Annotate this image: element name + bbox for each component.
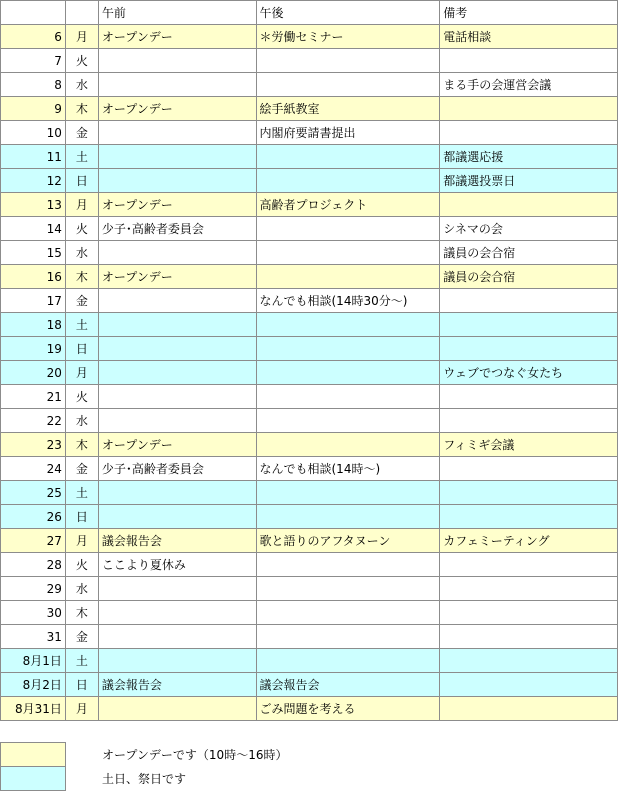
pm-cell[interactable] — [256, 217, 440, 241]
date-cell[interactable]: 13 — [1, 193, 66, 217]
dow-cell[interactable]: 土 — [65, 649, 98, 673]
header-dow[interactable] — [65, 1, 98, 25]
dow-cell[interactable]: 火 — [65, 49, 98, 73]
pm-cell[interactable] — [256, 169, 440, 193]
am-cell[interactable]: 少子･高齢者委員会 — [98, 217, 256, 241]
dow-cell[interactable]: 土 — [65, 313, 98, 337]
table-row — [1, 289, 618, 313]
table-row — [1, 25, 618, 49]
note-cell[interactable] — [440, 97, 618, 121]
dow-cell[interactable]: 月 — [65, 529, 98, 553]
am-cell[interactable]: 議会報告会 — [98, 529, 256, 553]
dow-cell[interactable]: 金 — [65, 457, 98, 481]
note-cell[interactable]: ウェブでつなぐ女たち — [440, 361, 618, 385]
note-cell[interactable] — [440, 121, 618, 145]
date-cell[interactable]: 22 — [1, 409, 66, 433]
dow-cell[interactable]: 金 — [65, 289, 98, 313]
note-cell[interactable] — [440, 673, 618, 697]
date-cell[interactable]: 21 — [1, 385, 66, 409]
note-cell[interactable] — [440, 313, 618, 337]
table-row — [1, 193, 618, 217]
am-cell[interactable]: オープンデー — [98, 25, 256, 49]
pm-cell[interactable] — [256, 601, 440, 625]
header-pm[interactable]: 午後 — [256, 1, 440, 25]
legend-row-holiday — [1, 767, 366, 791]
note-cell[interactable] — [440, 601, 618, 625]
am-cell[interactable] — [98, 121, 256, 145]
note-cell[interactable]: 議員の会合宿 — [440, 265, 618, 289]
am-cell[interactable] — [98, 145, 256, 169]
pm-cell[interactable] — [256, 625, 440, 649]
pm-cell[interactable] — [256, 145, 440, 169]
table-row — [1, 385, 618, 409]
table-row — [1, 265, 618, 289]
am-cell[interactable] — [98, 577, 256, 601]
date-cell[interactable]: 11 — [1, 145, 66, 169]
pm-cell[interactable]: 議会報告会 — [256, 673, 440, 697]
date-cell[interactable]: 24 — [1, 457, 66, 481]
am-cell[interactable]: オープンデー — [98, 97, 256, 121]
dow-cell[interactable]: 土 — [65, 481, 98, 505]
date-cell[interactable]: 23 — [1, 433, 66, 457]
dow-cell[interactable]: 日 — [65, 505, 98, 529]
dow-cell[interactable]: 木 — [65, 601, 98, 625]
am-cell[interactable] — [98, 361, 256, 385]
table-row — [1, 97, 618, 121]
am-cell[interactable] — [98, 649, 256, 673]
legend-swatch-holiday — [1, 767, 66, 791]
pm-cell[interactable] — [256, 49, 440, 73]
date-cell[interactable]: 8月2日 — [1, 673, 66, 697]
note-cell[interactable] — [440, 409, 618, 433]
dow-cell[interactable]: 金 — [65, 121, 98, 145]
note-cell[interactable] — [440, 697, 618, 721]
pm-cell[interactable] — [256, 649, 440, 673]
table-row — [1, 361, 618, 385]
note-cell[interactable]: 議員の会合宿 — [440, 241, 618, 265]
am-cell[interactable] — [98, 337, 256, 361]
dow-cell[interactable]: 水 — [65, 409, 98, 433]
date-cell[interactable]: 17 — [1, 289, 66, 313]
dow-cell[interactable]: 火 — [65, 553, 98, 577]
table-row — [1, 73, 618, 97]
note-cell[interactable]: カフェミーティング — [440, 529, 618, 553]
pm-cell[interactable] — [256, 361, 440, 385]
dow-cell[interactable]: 土 — [65, 145, 98, 169]
note-cell[interactable] — [440, 625, 618, 649]
am-cell[interactable]: オープンデー — [98, 433, 256, 457]
dow-cell[interactable]: 月 — [65, 193, 98, 217]
am-cell[interactable] — [98, 313, 256, 337]
note-cell[interactable] — [440, 649, 618, 673]
header-note[interactable]: 備考 — [440, 1, 618, 25]
am-cell[interactable] — [98, 625, 256, 649]
legend-open-text: オープンデーです（10時～16時） — [102, 748, 288, 762]
date-cell[interactable]: 8月31日 — [1, 697, 66, 721]
pm-cell[interactable] — [256, 481, 440, 505]
pm-cell[interactable] — [256, 73, 440, 97]
pm-cell[interactable] — [256, 505, 440, 529]
pm-cell[interactable]: 絵手紙教室 — [256, 97, 440, 121]
note-cell[interactable] — [440, 481, 618, 505]
table-row — [1, 457, 618, 481]
table-row — [1, 145, 618, 169]
date-cell[interactable]: 25 — [1, 481, 66, 505]
am-cell[interactable]: 議会報告会 — [98, 673, 256, 697]
pm-cell[interactable]: なんでも相談(14時～) — [256, 457, 440, 481]
date-cell[interactable]: 28 — [1, 553, 66, 577]
am-cell[interactable] — [98, 73, 256, 97]
am-cell[interactable] — [98, 49, 256, 73]
am-cell[interactable]: オープンデー — [98, 193, 256, 217]
note-cell[interactable] — [440, 457, 618, 481]
table-row — [1, 673, 618, 697]
pm-cell[interactable]: 歌と語りのアフタヌーン — [256, 529, 440, 553]
pm-cell[interactable]: なんでも相談(14時30分～) — [256, 289, 440, 313]
note-cell[interactable]: まる手の会運営会議 — [440, 73, 618, 97]
date-cell[interactable]: 16 — [1, 265, 66, 289]
date-cell[interactable]: 6 — [1, 25, 66, 49]
am-cell[interactable] — [98, 241, 256, 265]
table-row — [1, 601, 618, 625]
table-row — [1, 409, 618, 433]
table-row — [1, 337, 618, 361]
note-cell[interactable]: 都議選投票日 — [440, 169, 618, 193]
table-row — [1, 529, 618, 553]
schedule-body — [1, 1, 618, 721]
pm-cell[interactable] — [256, 577, 440, 601]
dow-cell[interactable]: 金 — [65, 625, 98, 649]
date-cell[interactable]: 10 — [1, 121, 66, 145]
pm-cell[interactable] — [256, 409, 440, 433]
am-cell[interactable] — [98, 601, 256, 625]
dow-cell[interactable]: 日 — [65, 169, 98, 193]
date-cell[interactable]: 14 — [1, 217, 66, 241]
note-cell[interactable] — [440, 337, 618, 361]
note-cell[interactable] — [440, 49, 618, 73]
dow-cell[interactable]: 木 — [65, 265, 98, 289]
date-cell[interactable]: 8月1日 — [1, 649, 66, 673]
dow-cell[interactable]: 月 — [65, 697, 98, 721]
am-cell[interactable] — [98, 697, 256, 721]
am-cell[interactable] — [98, 169, 256, 193]
legend-swatch-open — [1, 743, 66, 767]
pm-cell[interactable] — [256, 553, 440, 577]
date-cell[interactable]: 26 — [1, 505, 66, 529]
dow-cell[interactable]: 日 — [65, 673, 98, 697]
pm-cell[interactable] — [256, 337, 440, 361]
pm-cell[interactable]: 高齢者プロジェクト — [256, 193, 440, 217]
pm-cell[interactable]: ごみ問題を考える — [256, 697, 440, 721]
date-cell[interactable]: 27 — [1, 529, 66, 553]
note-cell[interactable] — [440, 577, 618, 601]
pm-cell[interactable]: 内閣府要請書提出 — [256, 121, 440, 145]
am-cell[interactable]: 少子･高齢者委員会 — [98, 457, 256, 481]
date-cell[interactable]: 30 — [1, 601, 66, 625]
note-cell[interactable] — [440, 289, 618, 313]
table-row — [1, 577, 618, 601]
am-cell[interactable] — [98, 505, 256, 529]
pm-cell[interactable] — [256, 385, 440, 409]
table-row — [1, 505, 618, 529]
table-row — [1, 481, 618, 505]
pm-cell[interactable] — [256, 265, 440, 289]
header-row — [1, 1, 618, 25]
table-row — [1, 169, 618, 193]
dow-cell[interactable]: 水 — [65, 73, 98, 97]
date-cell[interactable]: 20 — [1, 361, 66, 385]
dow-cell[interactable]: 月 — [65, 361, 98, 385]
legend-table — [0, 742, 366, 791]
table-row — [1, 217, 618, 241]
date-cell[interactable]: 12 — [1, 169, 66, 193]
note-cell[interactable] — [440, 553, 618, 577]
pm-cell[interactable] — [256, 433, 440, 457]
date-cell[interactable]: 7 — [1, 49, 66, 73]
table-row — [1, 697, 618, 721]
dow-cell[interactable]: 水 — [65, 577, 98, 601]
am-cell[interactable] — [98, 385, 256, 409]
dow-cell[interactable]: 木 — [65, 433, 98, 457]
am-cell[interactable] — [98, 289, 256, 313]
table-row — [1, 313, 618, 337]
table-row — [1, 241, 618, 265]
date-cell[interactable]: 19 — [1, 337, 66, 361]
table-row — [1, 553, 618, 577]
note-cell[interactable]: 電話相談 — [440, 25, 618, 49]
date-cell[interactable]: 9 — [1, 97, 66, 121]
pm-cell[interactable] — [256, 241, 440, 265]
legend-row-open — [1, 743, 366, 767]
table-row — [1, 121, 618, 145]
table-row — [1, 49, 618, 73]
date-cell[interactable]: 15 — [1, 241, 66, 265]
legend-holiday-text: 土日、祭日です — [102, 772, 187, 786]
date-cell[interactable]: 18 — [1, 313, 66, 337]
dow-cell[interactable]: 火 — [65, 217, 98, 241]
note-cell[interactable] — [440, 385, 618, 409]
note-cell[interactable]: フィミギ会議 — [440, 433, 618, 457]
dow-cell[interactable]: 水 — [65, 241, 98, 265]
dow-cell[interactable]: 日 — [65, 337, 98, 361]
dow-cell[interactable]: 月 — [65, 25, 98, 49]
header-am[interactable]: 午前 — [98, 1, 256, 25]
dow-cell[interactable]: 火 — [65, 385, 98, 409]
am-cell[interactable] — [98, 409, 256, 433]
note-cell[interactable]: シネマの会 — [440, 217, 618, 241]
pm-cell[interactable]: ＊労働セミナー — [256, 25, 440, 49]
date-cell[interactable]: 31 — [1, 625, 66, 649]
am-cell[interactable] — [98, 481, 256, 505]
table-row — [1, 649, 618, 673]
pm-cell[interactable] — [256, 313, 440, 337]
date-cell[interactable]: 29 — [1, 577, 66, 601]
header-date[interactable] — [1, 1, 66, 25]
dow-cell[interactable]: 木 — [65, 97, 98, 121]
date-cell[interactable]: 8 — [1, 73, 66, 97]
note-cell[interactable]: 都議選応援 — [440, 145, 618, 169]
table-row — [1, 433, 618, 457]
note-cell[interactable] — [440, 193, 618, 217]
am-cell[interactable]: オープンデー — [98, 265, 256, 289]
note-cell[interactable] — [440, 505, 618, 529]
table-row — [1, 625, 618, 649]
am-cell[interactable]: ここより夏休み — [98, 553, 256, 577]
